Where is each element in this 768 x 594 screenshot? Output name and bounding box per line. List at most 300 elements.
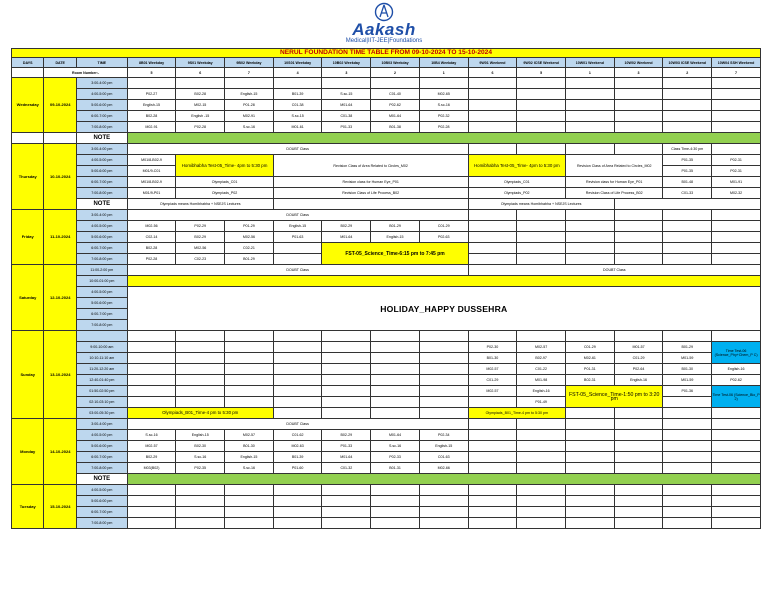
day-cell: Monday xyxy=(12,419,44,485)
time-slot: 6:00-7:00 pm xyxy=(76,243,127,254)
empty-cell xyxy=(371,364,420,375)
empty-cell xyxy=(614,430,663,441)
class-cell: C01-22 xyxy=(517,364,566,375)
class-cell: M02-57 xyxy=(127,441,176,452)
empty-cell xyxy=(566,144,615,155)
class-cell: M02-32 xyxy=(712,188,761,199)
header-time: TIME xyxy=(76,58,127,68)
empty-cell xyxy=(517,518,566,529)
empty-cell xyxy=(712,78,761,89)
class-cell: B02-28 xyxy=(127,111,176,122)
class-cell: B02-31 xyxy=(566,375,615,386)
empty-cell xyxy=(517,221,566,232)
class-cell: B01-30 xyxy=(663,364,712,375)
class-cell: P02-32 xyxy=(419,111,468,122)
empty-cell xyxy=(322,342,371,353)
class-cell: English-15 xyxy=(225,89,274,100)
empty-cell xyxy=(468,100,517,111)
holiday-banner: HOLIDAY_HAPPY DUSSEHRA xyxy=(127,287,760,331)
empty-cell xyxy=(712,210,761,221)
empty-cell xyxy=(273,364,322,375)
class-cell: M02-57 xyxy=(468,386,517,397)
date-cell: 11-10-2024 xyxy=(44,210,76,265)
empty-cell xyxy=(322,397,371,408)
class-cell: S.sc-15 xyxy=(322,89,371,100)
class-cell: P01-31 xyxy=(566,364,615,375)
empty-cell xyxy=(663,221,712,232)
doubt-class: DOUBT Class xyxy=(127,144,468,155)
empty-cell xyxy=(225,342,274,353)
empty-cell xyxy=(176,364,225,375)
empty-cell xyxy=(322,364,371,375)
empty-cell xyxy=(419,364,468,375)
empty-cell xyxy=(566,111,615,122)
empty-cell xyxy=(517,331,566,342)
empty-cell xyxy=(517,496,566,507)
empty-cell xyxy=(712,221,761,232)
class-cell: M01-64 xyxy=(322,100,371,111)
empty-cell xyxy=(322,485,371,496)
class-cell: S.sc-16 xyxy=(371,441,420,452)
empty-cell xyxy=(12,133,44,144)
class-cell: B01-29 xyxy=(225,254,274,265)
header-batch: 9B02 Weekday xyxy=(225,58,274,68)
empty-cell xyxy=(371,342,420,353)
empty-cell xyxy=(663,430,712,441)
class-cell: English-15 xyxy=(176,430,225,441)
class-cell: M02-91 xyxy=(127,122,176,133)
empty-cell xyxy=(322,353,371,364)
class-cell: M01-98 xyxy=(517,375,566,386)
day-cell: Sunday xyxy=(12,331,44,419)
class-cell: M02-56 xyxy=(176,243,225,254)
class-cell: M01/9-P01 xyxy=(127,188,176,199)
class-cell: B02-29 xyxy=(322,430,371,441)
empty-cell xyxy=(44,133,76,144)
time-slot: 02:10-03:10 pm xyxy=(76,397,127,408)
time-slot: 5:00-6:00 pm xyxy=(76,496,127,507)
empty-cell xyxy=(468,210,517,221)
date-cell: 14-10-2024 xyxy=(44,419,76,485)
class-cell: P01-35 xyxy=(663,155,712,166)
empty-cell xyxy=(468,496,517,507)
empty-cell xyxy=(371,375,420,386)
header-batch: 10B02 Weekday xyxy=(322,58,371,68)
date-cell: 12-10-2024 xyxy=(44,265,76,331)
empty-cell xyxy=(566,430,615,441)
header-batch: 10W02 Weekend xyxy=(614,58,663,68)
empty-cell xyxy=(566,89,615,100)
class-cell: C02-23 xyxy=(176,254,225,265)
empty-cell xyxy=(614,408,663,419)
empty-cell xyxy=(468,331,517,342)
time-slot: 4:00-5:00 pm xyxy=(76,430,127,441)
class-cell: English-16 xyxy=(517,386,566,397)
empty-cell xyxy=(371,386,420,397)
class-cell: M01-59 xyxy=(663,353,712,364)
empty-cell xyxy=(566,419,615,430)
empty-cell xyxy=(176,353,225,364)
time-slot: 5:00-6:00 pm xyxy=(76,100,127,111)
highlight-bar xyxy=(127,276,760,287)
empty-cell xyxy=(614,331,663,342)
empty-cell xyxy=(225,386,274,397)
class-cell: M02-61 xyxy=(566,353,615,364)
empty-cell xyxy=(419,507,468,518)
room-number: 7 xyxy=(225,68,274,78)
empty-cell xyxy=(517,441,566,452)
empty-cell xyxy=(663,100,712,111)
header-batch: 9S01 Weekday xyxy=(176,58,225,68)
doubt-class: DOUBT Class xyxy=(127,419,468,430)
fst-science-test: FST-05_Science_Time-6:15 pm to 7:45 pm xyxy=(322,243,468,265)
class-cell: P02-30 xyxy=(468,342,517,353)
empty-cell xyxy=(614,485,663,496)
class-cell: Class Time-4:30 pm xyxy=(663,144,712,155)
class-cell: P01-60 xyxy=(273,463,322,474)
empty-cell xyxy=(468,144,517,155)
time-slot: 4:00-5:00 pm xyxy=(76,89,127,100)
empty-cell xyxy=(371,408,420,419)
empty-cell xyxy=(468,243,517,254)
empty-cell xyxy=(566,78,615,89)
class-cell: M01-64 xyxy=(322,452,371,463)
room-number: 5 xyxy=(127,68,176,78)
aakash-logo xyxy=(0,2,768,48)
note-label: NOTE xyxy=(76,474,127,485)
class-cell: P01-28 xyxy=(225,100,274,111)
empty-cell xyxy=(712,430,761,441)
empty-cell xyxy=(712,496,761,507)
header-batch: 9W02 ICSE Weekend xyxy=(517,58,566,68)
empty-cell xyxy=(127,364,176,375)
empty-cell xyxy=(176,485,225,496)
empty-cell xyxy=(517,122,566,133)
empty-cell xyxy=(273,353,322,364)
time-slot: 7:00-8:00 pm xyxy=(76,254,127,265)
empty-cell xyxy=(225,375,274,386)
empty-cell xyxy=(712,331,761,342)
empty-cell xyxy=(273,243,322,254)
header-batch: 10S01 Weekday xyxy=(273,58,322,68)
time-slot: 3:00-4:00 pm xyxy=(76,78,127,89)
class-cell: P01-63 xyxy=(273,232,322,243)
class-cell: B01-31 xyxy=(371,463,420,474)
empty-cell xyxy=(127,375,176,386)
empty-cell xyxy=(176,331,225,342)
empty-cell xyxy=(712,232,761,243)
empty-cell xyxy=(614,100,663,111)
room-number: 7 xyxy=(712,68,761,78)
empty-cell xyxy=(517,111,566,122)
class-cell: P02-62 xyxy=(371,100,420,111)
time-slot: 01:50-02:50 pm xyxy=(76,386,127,397)
empty-cell xyxy=(127,507,176,518)
time-slot: 11:20-12:20 am xyxy=(76,364,127,375)
room-number: 3 xyxy=(614,68,663,78)
class-cell: M02-57 xyxy=(468,364,517,375)
empty-cell xyxy=(663,441,712,452)
empty-cell xyxy=(712,485,761,496)
empty-cell xyxy=(419,78,468,89)
note-bar xyxy=(127,474,760,485)
empty-cell xyxy=(712,122,761,133)
empty-cell xyxy=(468,463,517,474)
empty-cell xyxy=(614,254,663,265)
class-cell: P02-28 xyxy=(176,122,225,133)
class-cell: B02-97 xyxy=(517,353,566,364)
empty-cell xyxy=(419,518,468,529)
empty-cell xyxy=(614,441,663,452)
revision-class: Revision Class of Area Related to Circles_M02 xyxy=(273,155,468,177)
class-cell: M01-91 xyxy=(712,177,761,188)
time-slot: 6:00-7:00 pm xyxy=(76,309,127,320)
empty-cell xyxy=(468,221,517,232)
empty-cell xyxy=(517,254,566,265)
class-cell: C01-29 xyxy=(614,353,663,364)
empty-cell xyxy=(712,254,761,265)
revision-class: Revision Class of Area Related to Circles_M02 xyxy=(566,155,663,177)
empty-cell xyxy=(468,397,517,408)
note-label: NOTE xyxy=(76,133,127,144)
empty-cell xyxy=(663,507,712,518)
empty-cell xyxy=(468,441,517,452)
empty-cell xyxy=(517,430,566,441)
time-slot: 7:00-8:00 pm xyxy=(76,122,127,133)
olympiads-class: Olympiads_C01 xyxy=(176,177,273,188)
empty-cell xyxy=(419,331,468,342)
empty-cell xyxy=(322,78,371,89)
empty-cell xyxy=(12,68,44,78)
empty-cell xyxy=(468,232,517,243)
empty-cell xyxy=(371,496,420,507)
class-cell: B01-39 xyxy=(273,89,322,100)
empty-cell xyxy=(468,78,517,89)
empty-cell xyxy=(127,496,176,507)
time-slot: 6:00-7:00 pm xyxy=(76,452,127,463)
empty-cell xyxy=(663,518,712,529)
empty-cell xyxy=(468,89,517,100)
class-cell: M02-57 xyxy=(517,342,566,353)
empty-cell xyxy=(614,463,663,474)
class-cell: P01-33 xyxy=(322,441,371,452)
empty-cell xyxy=(517,463,566,474)
empty-cell xyxy=(273,386,322,397)
time-slot: 6:00-7:00 pm xyxy=(76,507,127,518)
revision-class: Revision class for Human Eye_P01 xyxy=(566,177,663,188)
empty-cell xyxy=(614,232,663,243)
empty-cell xyxy=(614,496,663,507)
class-cell: M01-59 xyxy=(663,375,712,386)
class-cell: M02-57 xyxy=(225,430,274,441)
empty-cell xyxy=(371,485,420,496)
empty-cell xyxy=(176,78,225,89)
day-cell: Wednesday xyxy=(12,78,44,133)
note-label: NOTE xyxy=(76,199,127,210)
empty-cell xyxy=(663,254,712,265)
empty-cell xyxy=(712,507,761,518)
header-batch: 10B4 Weekday xyxy=(419,58,468,68)
empty-cell xyxy=(468,111,517,122)
date-cell: 13-10-2024 xyxy=(44,331,76,419)
empty-cell xyxy=(322,408,371,419)
empty-cell xyxy=(176,496,225,507)
header-date: DATE xyxy=(44,58,76,68)
empty-cell xyxy=(517,100,566,111)
empty-cell xyxy=(663,397,712,408)
doubt-class: DOUBT Class xyxy=(127,265,468,276)
class-cell: B02-28 xyxy=(176,89,225,100)
class-cell: B02-28 xyxy=(127,243,176,254)
empty-cell xyxy=(566,485,615,496)
empty-cell xyxy=(273,342,322,353)
class-cell: M01/8-B02-9 xyxy=(127,155,176,166)
empty-cell xyxy=(322,496,371,507)
empty-cell xyxy=(517,419,566,430)
class-cell: English-16 xyxy=(712,364,761,375)
empty-cell xyxy=(273,496,322,507)
empty-cell xyxy=(419,353,468,364)
class-cell: M01/8-B02-9 xyxy=(127,177,176,188)
empty-cell xyxy=(663,463,712,474)
empty-cell xyxy=(468,122,517,133)
empty-cell xyxy=(614,78,663,89)
homibhabha-test: Homibhabha Test-05_Time- 4pm to 5:30 pm xyxy=(468,155,565,177)
class-cell: P02-35 xyxy=(176,463,225,474)
empty-cell xyxy=(273,375,322,386)
day-cell: Friday xyxy=(12,210,44,265)
class-cell: P02-27 xyxy=(127,89,176,100)
time-slot: 7:00-8:00 pm xyxy=(76,518,127,529)
empty-cell xyxy=(663,111,712,122)
header-batch: 8B01 Weekday xyxy=(127,58,176,68)
class-cell: B01-29 xyxy=(371,221,420,232)
empty-cell xyxy=(712,243,761,254)
time-slot: 5:00-6:00 pm xyxy=(76,441,127,452)
class-cell: P01-35 xyxy=(663,166,712,177)
revision-class: Revision Class of Life Process_B02 xyxy=(273,188,468,199)
empty-cell xyxy=(614,199,760,210)
empty-cell xyxy=(517,507,566,518)
empty-cell xyxy=(371,353,420,364)
empty-cell xyxy=(663,452,712,463)
empty-cell xyxy=(127,397,176,408)
header-batch: 9W01 Weekend xyxy=(468,58,517,68)
class-cell: P01-36 xyxy=(663,386,712,397)
empty-cell xyxy=(566,232,615,243)
header-batch: 10W04 SSH Weekend xyxy=(712,58,761,68)
class-cell: M01/9-C01 xyxy=(127,166,176,177)
empty-cell xyxy=(712,111,761,122)
empty-cell xyxy=(614,518,663,529)
room-number-label: Room Number:- xyxy=(44,68,127,78)
empty-cell xyxy=(663,496,712,507)
empty-cell xyxy=(468,485,517,496)
empty-cell xyxy=(663,331,712,342)
class-cell: C01-38 xyxy=(322,111,371,122)
room-number: 6 xyxy=(176,68,225,78)
class-cell: M01-57 xyxy=(614,342,663,353)
time-slot: 4:00-5:00 pm xyxy=(76,155,127,166)
class-cell: B02-29 xyxy=(322,221,371,232)
empty-cell xyxy=(273,507,322,518)
class-cell: S.sc-16 xyxy=(225,122,274,133)
empty-cell xyxy=(225,485,274,496)
empty-cell xyxy=(468,518,517,529)
olympiads-note: Olympiads means Homibhabha + NSEJS Lectures xyxy=(127,199,273,210)
time-slot: 7:00-8:00 pm xyxy=(76,320,127,331)
empty-cell xyxy=(225,518,274,529)
empty-cell xyxy=(225,496,274,507)
class-cell: C01-38 xyxy=(273,100,322,111)
empty-cell xyxy=(273,518,322,529)
time-slot: 9:00-10:00 am xyxy=(76,342,127,353)
empty-cell xyxy=(663,210,712,221)
empty-cell xyxy=(566,254,615,265)
class-cell: M01-61 xyxy=(273,122,322,133)
empty-cell xyxy=(273,199,468,210)
empty-cell xyxy=(371,518,420,529)
empty-cell xyxy=(468,254,517,265)
empty-cell xyxy=(712,89,761,100)
empty-cell xyxy=(566,100,615,111)
doubt-class: DOUBT Class xyxy=(468,265,760,276)
empty-cell xyxy=(273,78,322,89)
day-cell: Saturday xyxy=(12,265,44,331)
brand-tagline: Medical|IIT-JEE|Foundations xyxy=(345,38,423,44)
time-slot: 3:00-4:00 pm xyxy=(76,419,127,430)
class-cell: M02-56 xyxy=(225,232,274,243)
empty-cell xyxy=(322,331,371,342)
class-cell: S.sc-16 xyxy=(419,100,468,111)
empty-cell xyxy=(419,386,468,397)
empty-cell xyxy=(566,243,615,254)
empty-cell xyxy=(468,430,517,441)
empty-cell xyxy=(517,89,566,100)
class-cell: P01-49 xyxy=(517,397,566,408)
empty-cell xyxy=(663,243,712,254)
class-cell: B01-30 xyxy=(468,353,517,364)
empty-cell xyxy=(371,331,420,342)
empty-cell xyxy=(712,518,761,529)
empty-cell xyxy=(225,507,274,518)
class-cell: English-15 xyxy=(225,452,274,463)
empty-cell xyxy=(517,452,566,463)
class-cell: English -15 xyxy=(176,111,225,122)
room-number: 2 xyxy=(663,68,712,78)
empty-cell xyxy=(322,518,371,529)
class-cell: M02-56 xyxy=(127,221,176,232)
empty-cell xyxy=(176,386,225,397)
empty-cell xyxy=(225,353,274,364)
class-cell: M01-64 xyxy=(371,430,420,441)
class-cell: English-15 xyxy=(371,232,420,243)
class-cell: C01-29 xyxy=(419,221,468,232)
class-cell: C01-33 xyxy=(663,188,712,199)
time-slot: 6:00-7:00 pm xyxy=(76,177,127,188)
header-batch: 10W03 ICSE Weekend xyxy=(663,58,712,68)
olympiads-class: Olympiads_B01_Time-4 pm to 5:30 pm xyxy=(468,408,565,419)
empty-cell xyxy=(566,496,615,507)
date-cell: 15-10-2024 xyxy=(44,485,76,529)
class-cell: P02-33 xyxy=(371,452,420,463)
empty-cell xyxy=(76,331,127,342)
day-cell: Thursday xyxy=(12,144,44,210)
empty-cell xyxy=(517,232,566,243)
class-cell: B02-29 xyxy=(176,232,225,243)
class-cell: P02-31 xyxy=(712,155,761,166)
class-cell: M01-64 xyxy=(371,111,420,122)
